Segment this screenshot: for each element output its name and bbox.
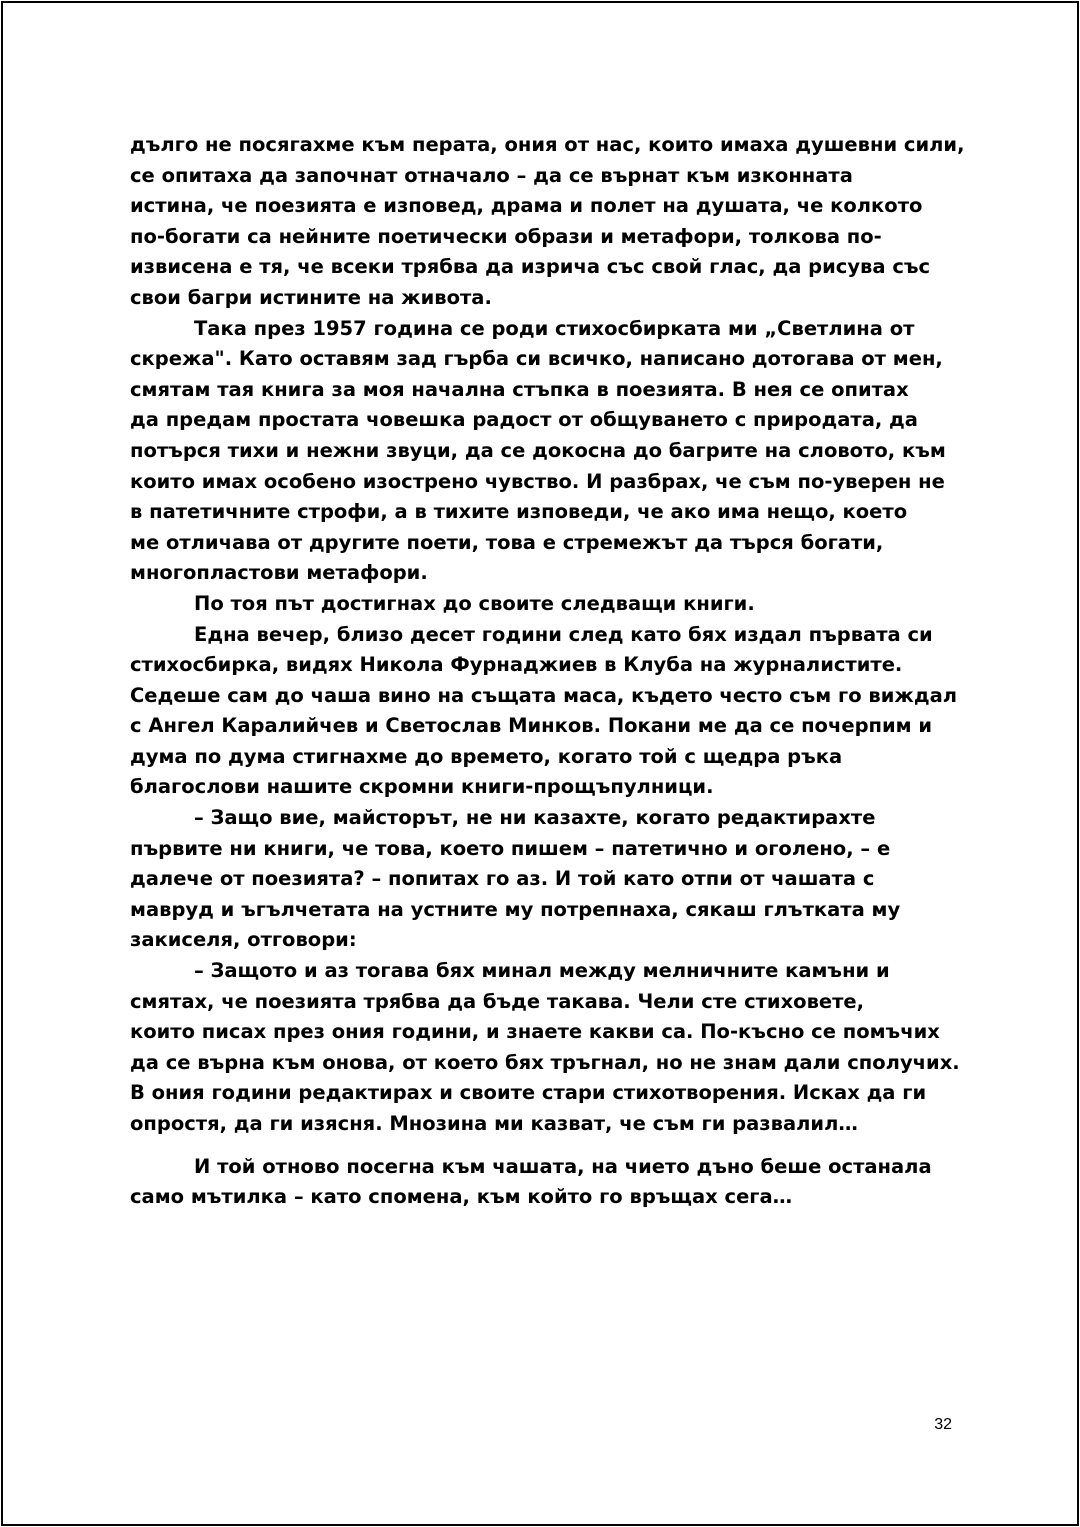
text-line: стихосбирка, видях Никола Фурнаджиев в Клуба на журналистите. — [130, 653, 903, 677]
text-line: които имах особено изострено чувство. И разбрах, че съм по-уверен не — [130, 469, 945, 493]
text-line: истина, че поезията е изповед, драма и полет на душата, че колкото — [130, 194, 923, 218]
text-line: В ония години редактирах и своите стари стихотворения. Исках да ги — [130, 1081, 927, 1105]
text-line: – Защото и аз тогава бях минал между мелничните камъни и — [194, 959, 890, 983]
text-line: извисена е тя, че всеки трябва да изрича със свой глас, да рисува със — [130, 255, 931, 279]
text-line: да предам простата човешка радост от общуването с природата, да — [130, 408, 918, 432]
text-line: дума по дума стигнахме до времето, когато той с щедра ръка — [130, 744, 843, 768]
paragraph-5 — [130, 803, 952, 956]
text-line: първите ни книги, че това, което пишем – патетично и оголено, – е — [130, 836, 891, 860]
text-line: само мътилка – като спомена, към който го връщах сега… — [130, 1185, 793, 1209]
text-line: Така през 1957 година се роди стихосбирката ми „Светлина от — [194, 316, 915, 340]
body-text — [130, 130, 965, 1213]
text-line: Една вечер, близо десет години след като бях издал първата си — [194, 622, 933, 646]
text-line: с Ангел Каралийчев и Светослав Минков. Покани ме да се почерпим и — [130, 714, 933, 738]
text-line: скрежа". Като оставям зад гърба си всичко, написано дотогава от мен, — [130, 347, 943, 371]
text-line: да се върна към онова, от което бях тръгнал, но не знам дали сполучих. — [130, 1050, 960, 1074]
text-line: по-богати са нейните поетически образи и метафори, толкова по- — [130, 224, 882, 248]
text-line: ме отличава от другите поети, това е стремежът да търся богати, — [130, 530, 884, 554]
paragraph-7 — [130, 1152, 952, 1213]
text-line: опростя, да ги изясня. Мнозина ми казват, че съм ги развалил… — [130, 1112, 858, 1135]
page-number: 32 — [934, 1416, 952, 1433]
text-line: далече от поезията? – попитах го аз. И той като отпи от чашата с — [130, 867, 875, 891]
text-line: – Защо вие, майсторът, не ни казахте, когато редактирахте — [194, 806, 876, 830]
text-line: в патетичните строфи, а в тихите изповеди, че ако има нещо, което — [130, 500, 908, 524]
text-line: мавруд и ъгълчетата на устните му потрепнаха, сякаш глътката му — [130, 897, 901, 921]
text-line: се опитаха да започнат отначало – да се върнат към изконната — [130, 163, 853, 187]
text-line: закиселя, отговори: — [130, 928, 357, 952]
paragraph-4 — [130, 620, 958, 804]
paragraph-6 — [130, 956, 960, 1140]
text-line: смятам тая книга за моя начална стъпка в поезията. В нея се опитах — [130, 377, 909, 401]
text-line: които писах през ония години, и знаете какви са. По-късно се помъчих — [130, 1020, 940, 1044]
paragraph-3 — [130, 589, 952, 620]
paragraph-2 — [130, 314, 952, 589]
text-line: По тоя път достигнах до своите следващи книги. — [194, 591, 755, 615]
text-line: дълго не посягахме към перата, ония от нас, които имаха душевни сили, — [130, 133, 965, 156]
text-line: Седеше сам до чаша вино на същата маса, където често съм го виждал — [130, 683, 958, 707]
text-line: многопластови метафори. — [130, 561, 428, 585]
text-line: благослови нашите скромни книги-прощъпулници. — [130, 775, 714, 799]
text-line: потърся тихи и нежни звуци, да се докосна до багрите на словото, към — [130, 438, 946, 462]
text-line: смятах, че поезията трябва да бъде такава. Чели сте стиховете, — [130, 989, 865, 1013]
text-line: И той отново посегна към чашата, на чието дъно беше останала — [194, 1154, 932, 1178]
text-line: свои багри истините на живота. — [130, 285, 492, 309]
paragraph-1 — [130, 130, 965, 314]
